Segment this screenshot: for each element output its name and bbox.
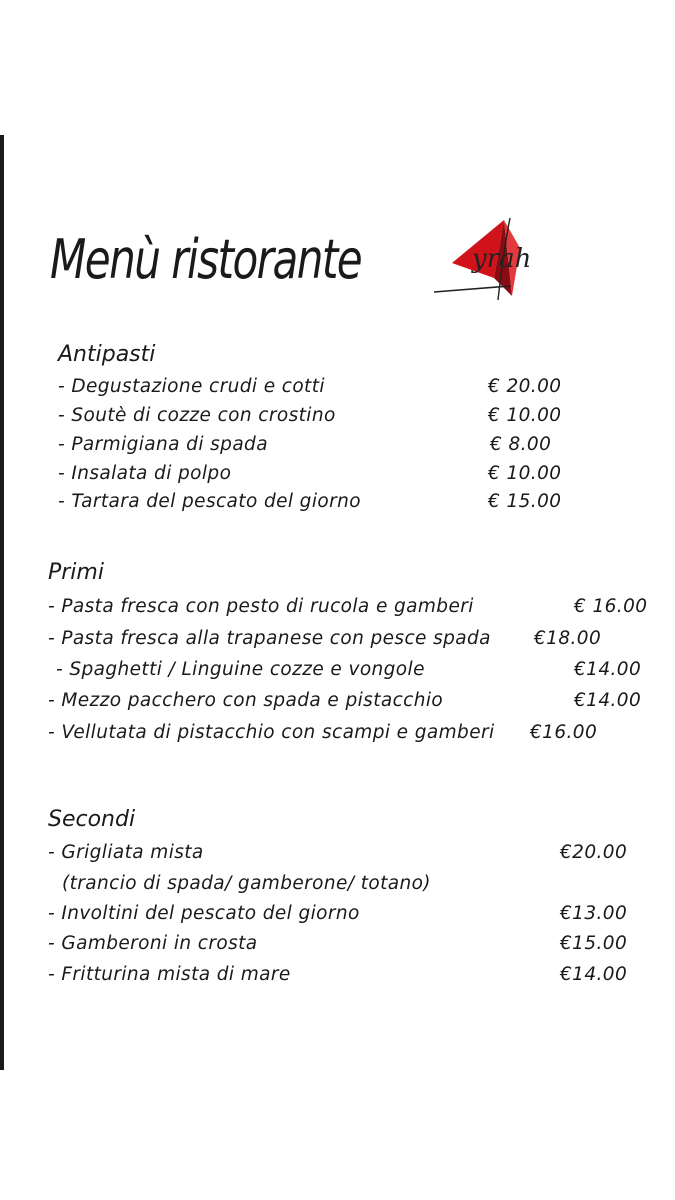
menu-item: - Fritturina mista di mare [48,964,291,985]
menu-price: €15.00 [560,933,628,954]
menu-item: - Soutè di cozze con crostino [58,405,336,426]
logo-text: yrah [472,244,532,274]
menu-price: €14.00 [560,964,628,985]
menu-price: € 15.00 [488,491,562,512]
menu-item: - Gamberoni in crosta [48,933,258,954]
menu-item: - Involtini del pescato del giorno [48,903,360,924]
menu-price: € 10.00 [488,463,562,484]
menu-price: €14.00 [574,690,642,711]
menu-price: € 16.00 [574,596,648,617]
left-border [0,135,4,1070]
menu-item: - Mezzo pacchero con spada e pistacchio [48,690,444,711]
section-title-secondi: Secondi [48,807,136,832]
menu-item: - Pasta fresca con pesto di rucola e gamberi [48,596,474,617]
menu-item: - Pasta fresca alla trapanese con pesce spada [48,628,491,649]
menu-price: € 20.00 [488,376,562,397]
menu-item: - Insalata di polpo [58,463,232,484]
section-title-primi: Primi [48,560,104,585]
menu-price: €20.00 [560,842,628,863]
menu-item: - Grigliata mista [48,842,204,863]
menu-price: €14.00 [574,659,642,680]
menu-price: €18.00 [534,628,602,649]
menu-item: - Parmigiana di spada [58,434,268,455]
menu-price: €13.00 [560,903,628,924]
menu-item: - Degustazione crudi e cotti [58,376,325,397]
menu-item: - Spaghetti / Linguine cozze e vongole [56,659,425,680]
section-title-antipasti: Antipasti [58,342,156,367]
menu-price: € 10.00 [488,405,562,426]
menu-item-note: (trancio di spada/ gamberone/ totano) [62,873,431,894]
menu-item: - Tartara del pescato del giorno [58,491,361,512]
page-title: Menù ristorante [50,228,362,291]
menu-price: €16.00 [530,722,598,743]
menu-price: € 8.00 [490,434,552,455]
menu-item: - Vellutata di pistacchio con scampi e gamberi [48,722,495,743]
